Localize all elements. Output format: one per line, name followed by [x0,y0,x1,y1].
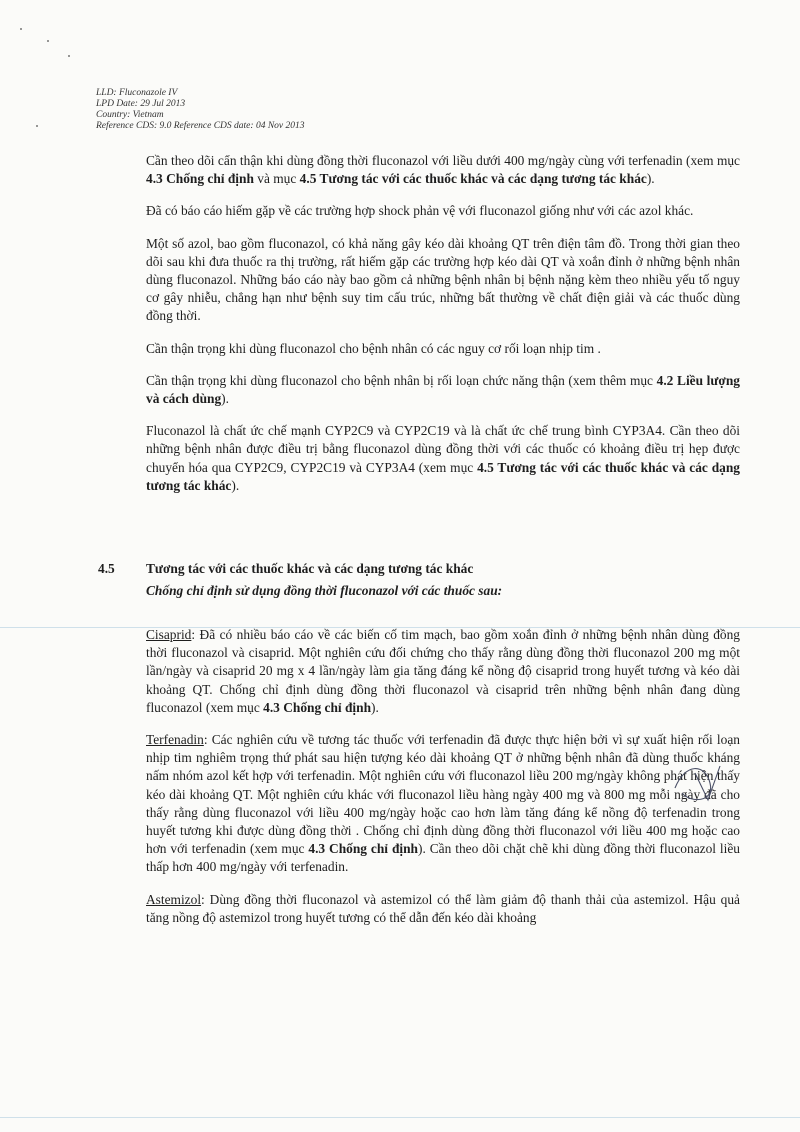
paragraph-astemizol [146,891,740,927]
section-number: 4.5 [98,561,115,576]
text-run: ). [221,391,229,407]
text-run: và mục [253,171,300,187]
paragraph-qt-prolongation: Một số azol, bao gồm fluconazol, có khả năng gây kéo dài khoảng QT trên điện tâm đồ. Trong thời gian theo dõi sau khi đưa thuốc ra thị trường, rất hiếm gặp các trường hợp kéo dài QT và xoắn đỉnh ở những bệnh nhân dùng fluconazol. Những báo cáo này bao gồm cả những bệnh nhân bị bệnh nặng kèm theo nhiều yếu tố nguy cơ gây nhiễu, chẳng hạn như bệnh suy tim cấu trúc, những bất thường về chất điện giải và các thuốc dùng đồng thời. [146,235,740,324]
paragraph-cyp-inhibition [146,422,740,495]
paragraph-terfenadin [146,731,740,877]
section-subtitle: Chống chỉ định sử dụng đồng thời fluconazol với các thuốc sau: [146,583,503,598]
header-country: Country: Vietnam [96,110,164,120]
cross-reference: 4.3 Chống chỉ định [146,171,254,187]
scan-speck [20,28,22,30]
cross-reference: 4.3 Chống chỉ định [263,699,372,715]
paragraph-anaphylaxis: Đã có báo cáo hiếm gặp về các trường hợp shock phản vệ với fluconazol giống như với các azol khác. [146,203,694,219]
text-run: Fluconazol là chất ức chế mạnh CYP2C9 và CYP2C19 và là chất ức chế trung bình CYP3A4. Cần theo dõi những bệnh nhân được điều trị bằng fluconazol dùng đồng thời với các thuốc có khoảng điều trị hẹp được chuyển hóa qua CYP2C9, CYP2C19 và CYP3A4 (xem mục [146,423,740,475]
paragraph-renal-caution [146,372,740,408]
header-lld: LLD: Fluconazole IV [96,88,178,98]
text-run: : Đã có nhiều báo cáo về các biến cố tim mạch, bao gồm xoắn đỉnh ở những bệnh nhân dùng đồng thời fluconazol và cisaprid. Một nghiên cứu đối chứng cho thấy rằng dùng đồng thời fluconazol 200 mg một lần/ngày và cisaprid 20 mg x 4 lần/ngày làm gia tăng đáng kể nồng độ cisaprid trong huyết tương và kéo dài khoảng QT. Chống chỉ định dùng đồng thời fluconazol và cisaprid trên những bệnh nhân đang dùng fluconazol (xem mục [146,627,740,715]
text-run: ). [646,171,655,187]
drug-label-astemizol: Astemizol [146,891,202,907]
cross-reference: 4.5 Tương tác với các thuốc khác và các dạng tương tác khác [146,459,740,493]
paragraph-arrhythmia-caution: Cần thận trọng khi dùng fluconazol cho bệnh nhân có các nguy cơ rối loạn nhịp tim . [146,340,601,356]
cross-reference: 4.2 Liều lượng và cách dùng [146,372,740,407]
scan-speck [68,55,70,57]
scan-speck [47,40,49,42]
scan-speck [36,125,38,127]
warnings-body [146,152,740,509]
text-run: Cần thận trọng khi dùng fluconazol cho bệnh nhân bị rối loạn chức năng thận (xem thêm mục [146,372,657,388]
drug-label-terfenadin: Terfenadin [146,732,204,748]
text-run: : Các nghiên cứu về tương tác thuốc với terfenadin đã được thực hiện bởi vì sự xuất hiện rối loạn nhịp tim nghiêm trọng thứ phát sau hiện tượng kéo dài khoảng QT ở những bệnh nhân đã dùng thuốc kháng nấm nhóm azol kết hợp với terfenadin. Một nghiên cứu với fluconazol liều 200 mg/ngày không phát hiện thấy kéo dài khoảng QT. Một nghiên cứu khác với fluconazol liều hàng ngày 400 mg và 800 mg mỗi ngày đã cho thấy rằng dùng fluconazol với liều 400 mg/ngày hoặc cao hơn làm tăng đáng kể nồng độ terfenadin trong huyết tương khi được dùng đồng thời . Chống chỉ định dùng đồng thời fluconazol với liều 400 mg hoặc cao hơn với terfenadin (xem mục [146,732,740,857]
text-run: ). Cần theo dõi chặt chẽ khi dùng đồng thời fluconazol liều thấp hơn 400 mg/ngày với terfenadin. [146,841,740,875]
header-reference-cds: Reference CDS: 9.0 Reference CDS date: 04 Nov 2013 [96,121,305,131]
drug-label-cisaprid: Cisaprid [146,627,192,642]
scan-artifact-line-bottom [0,1117,800,1118]
interactions-body [146,626,740,941]
text-run: ). [371,699,379,715]
cross-reference: 4.3 Chống chỉ định [308,841,419,857]
handwritten-initials-mark [670,758,730,808]
section-title: Tương tác với các thuốc khác và các dạng tương tác khác [146,561,474,576]
document-header [96,88,305,132]
header-lpd-date: LPD Date: 29 Jul 2013 [96,99,186,109]
text-run: ). [231,477,240,493]
text-run: : Dùng đồng thời fluconazol và astemizol có thể làm giảm độ thanh thải của astemizol. Hậu quả tăng nồng độ astemizol trong huyết tương có thể dẫn đến kéo dài khoảng [146,891,740,925]
text-run: Cần theo dõi cẩn thận khi dùng đồng thời fluconazol với liều dưới 400 mg/ngày cùng với terfenadin (xem mục [146,153,740,168]
cross-reference: 4.5 Tương tác với các thuốc khác và các dạng tương tác khác [299,171,647,187]
paragraph-terfenadin-caution [146,152,740,188]
paragraph-cisaprid [146,626,740,717]
